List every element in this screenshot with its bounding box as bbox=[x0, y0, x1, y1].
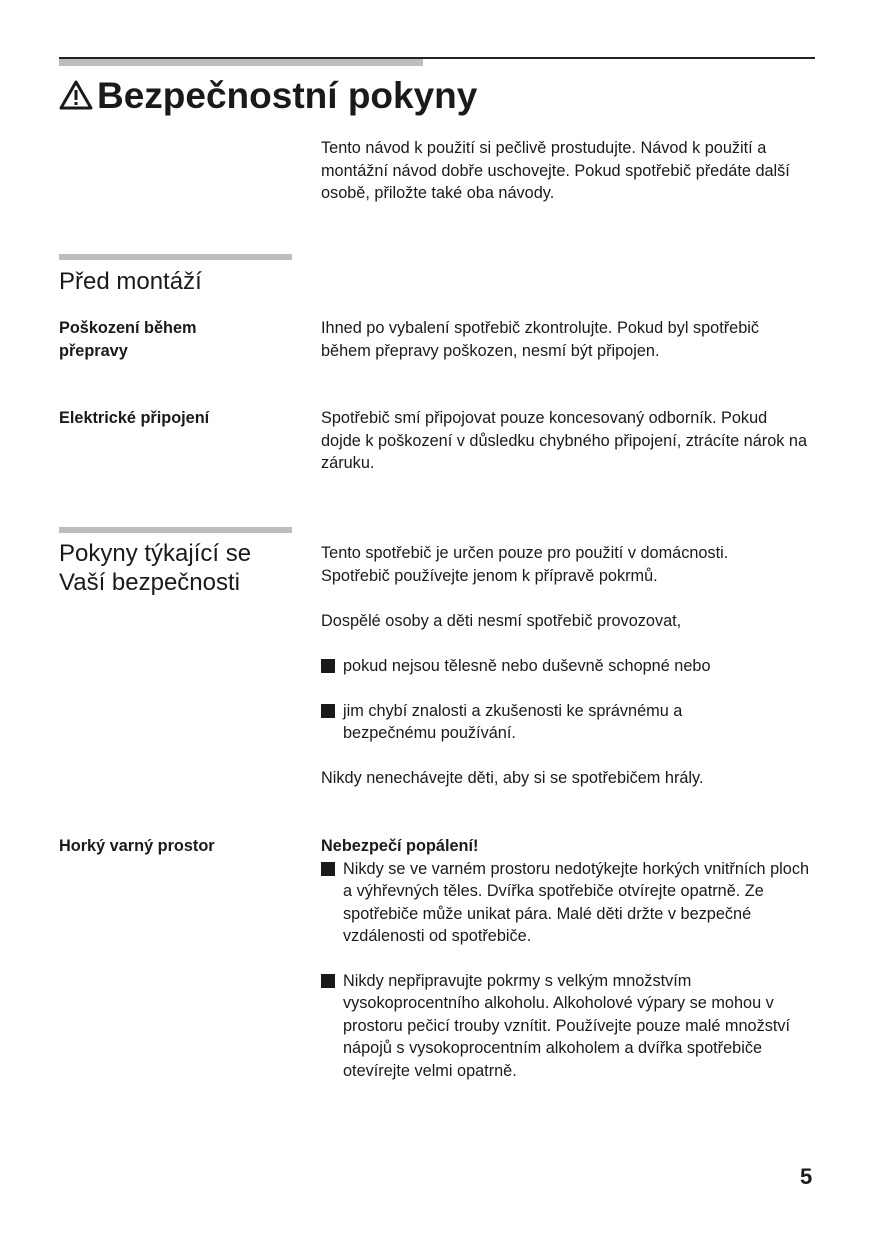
warning-triangle-icon bbox=[59, 79, 93, 111]
intro-paragraph: Tento návod k použití si pečlivě prostudujte. Návod k použití a montážní návod dobře uschovejte. Pokud spotřebič předáte další osobě, přiložte také oba návody. bbox=[321, 139, 790, 202]
section-rule-2 bbox=[59, 527, 292, 533]
label-horky-varny-prostor: Horký varný prostor bbox=[59, 837, 215, 855]
section-heading-pred-montazi: Před montáží bbox=[59, 268, 202, 295]
safety-para-3: Nikdy nenechávejte děti, aby si se spotřebičem hrály. bbox=[321, 769, 704, 787]
header-rule-thick bbox=[59, 58, 423, 66]
page-title bbox=[59, 74, 477, 118]
list-item: jim chybí znalosti a zkušenosti ke správnému a bezpečnému používání. bbox=[321, 700, 763, 745]
bullet-square-icon bbox=[321, 862, 335, 876]
bullet-square-icon bbox=[321, 659, 335, 673]
list-item: Nikdy se ve varném prostoru nedotýkejte horkých vnitřních ploch a výhřevných těles. Dvířka spotřebiče otvírejte opatrně. Ze spotřebiče může unikat pára. Malé děti držte v bezpečné vzdálenosti od spotřebiče. bbox=[321, 858, 816, 948]
section-rule-1 bbox=[59, 254, 292, 260]
section-heading-pokyny bbox=[59, 539, 251, 597]
list-item: Nikdy nepřipravujte pokrmy s velkým množstvím vysokoprocentního alkoholu. Alkoholové výpary se mohou v prostoru pečicí trouby vznítit. Používejte pouze malé množství nápojů s vysokoprocentním alkoholem a dvířka spotřebiče otevírejte velmi opatrně. bbox=[321, 970, 816, 1083]
bullet-square-icon bbox=[321, 974, 335, 988]
label-poskozeni: Poškození během přepravy bbox=[59, 319, 197, 360]
bullet-square-icon bbox=[321, 704, 335, 718]
page-title-text: Bezpečnostní pokyny bbox=[97, 75, 478, 116]
label-elektricke-pripojeni: Elektrické připojení bbox=[59, 409, 210, 427]
hot-cavity-block bbox=[321, 835, 816, 1082]
text-elektricke-pripojeni: Spotřebič smí připojovat pouze koncesovaný odborník. Pokud dojde k poškození v důsledku chybného připojení, ztrácíte nárok na záruku. bbox=[321, 409, 808, 472]
safety-bullet-list bbox=[321, 655, 791, 745]
page-number: 5 bbox=[800, 1164, 813, 1189]
section-heading-line2: Vaší bezpečnosti bbox=[59, 569, 240, 596]
list-item: pokud nejsou tělesně nebo duševně schopné nebo bbox=[321, 655, 791, 678]
danger-heading: Nebezpečí popálení! bbox=[321, 837, 479, 855]
header-rule-thin bbox=[59, 57, 815, 59]
safety-para-1: Tento spotřebič je určen pouze pro použití v domácnosti. Spotřebič používejte jenom k přípravě pokrmů. bbox=[321, 544, 729, 585]
section-heading-line1: Pokyny týkající se bbox=[59, 540, 252, 567]
text-poskozeni: Ihned po vybalení spotřebič zkontrolujte. Pokud byl spotřebič během přepravy poškozen, nesmí být připojen. bbox=[321, 319, 760, 360]
safety-para-2: Dospělé osoby a děti nesmí spotřebič provozovat, bbox=[321, 612, 682, 630]
